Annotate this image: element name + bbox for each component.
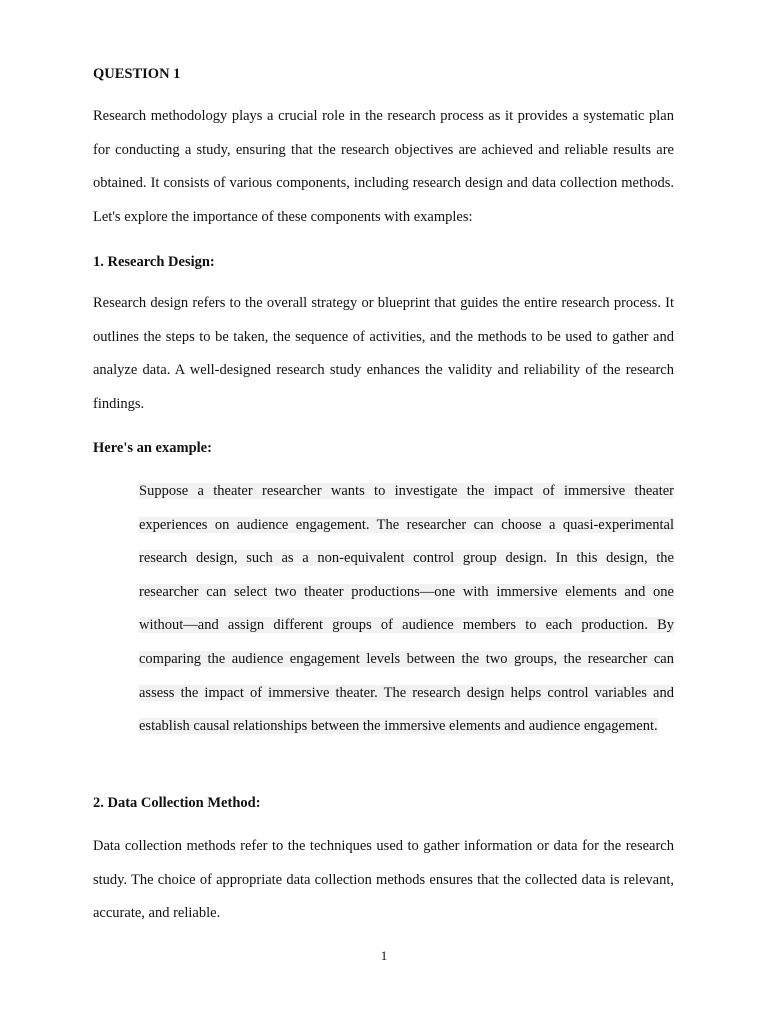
intro-paragraph: Research methodology plays a crucial role in the research process as it provides a systematic plan for conducting a study, ensuring that the research objectives are achieved and reliable results are obtained. It consists of various components, including research design and data collection methods. Let's explore the importance of these components with examples: — [93, 108, 674, 225]
example-text: Suppose a theater researcher wants to investigate the impact of immersive theater experiences on audience engagement. The researcher can choose a quasi-experimental research design, such as a non-equivalent control group design. In this design, the researcher can select two theater productions—one with immersive elements and one without—and assign different groups of audience members to each production. By comparing the audience engagement levels between the two groups, the researcher can assess the impact of immersive theater. The research design helps control variables and establish causal relationships between the immersive elements and audience engagement. — [139, 483, 674, 735]
section-1-body: Research design refers to the overall strategy or blueprint that guides the entire research process. It outlines the steps to be taken, the sequence of activities, and the methods to be used to gather and analyze data. A well-designed research study enhances the validity and reliability of the research findings. — [93, 295, 674, 412]
page-number: 1 — [380, 948, 388, 963]
section-1-heading: 1. Research Design: — [93, 254, 215, 270]
example-block — [139, 475, 674, 744]
question-title: QUESTION 1 — [93, 66, 181, 82]
section-2-body: Data collection methods refer to the techniques used to gather information or data for the research study. The choice of appropriate data collection methods ensures that the collected data is relevant, accurate, and reliable. — [93, 838, 674, 922]
section-2-heading: 2. Data Collection Method: — [93, 795, 261, 811]
example-heading: Here's an example: — [93, 440, 212, 456]
